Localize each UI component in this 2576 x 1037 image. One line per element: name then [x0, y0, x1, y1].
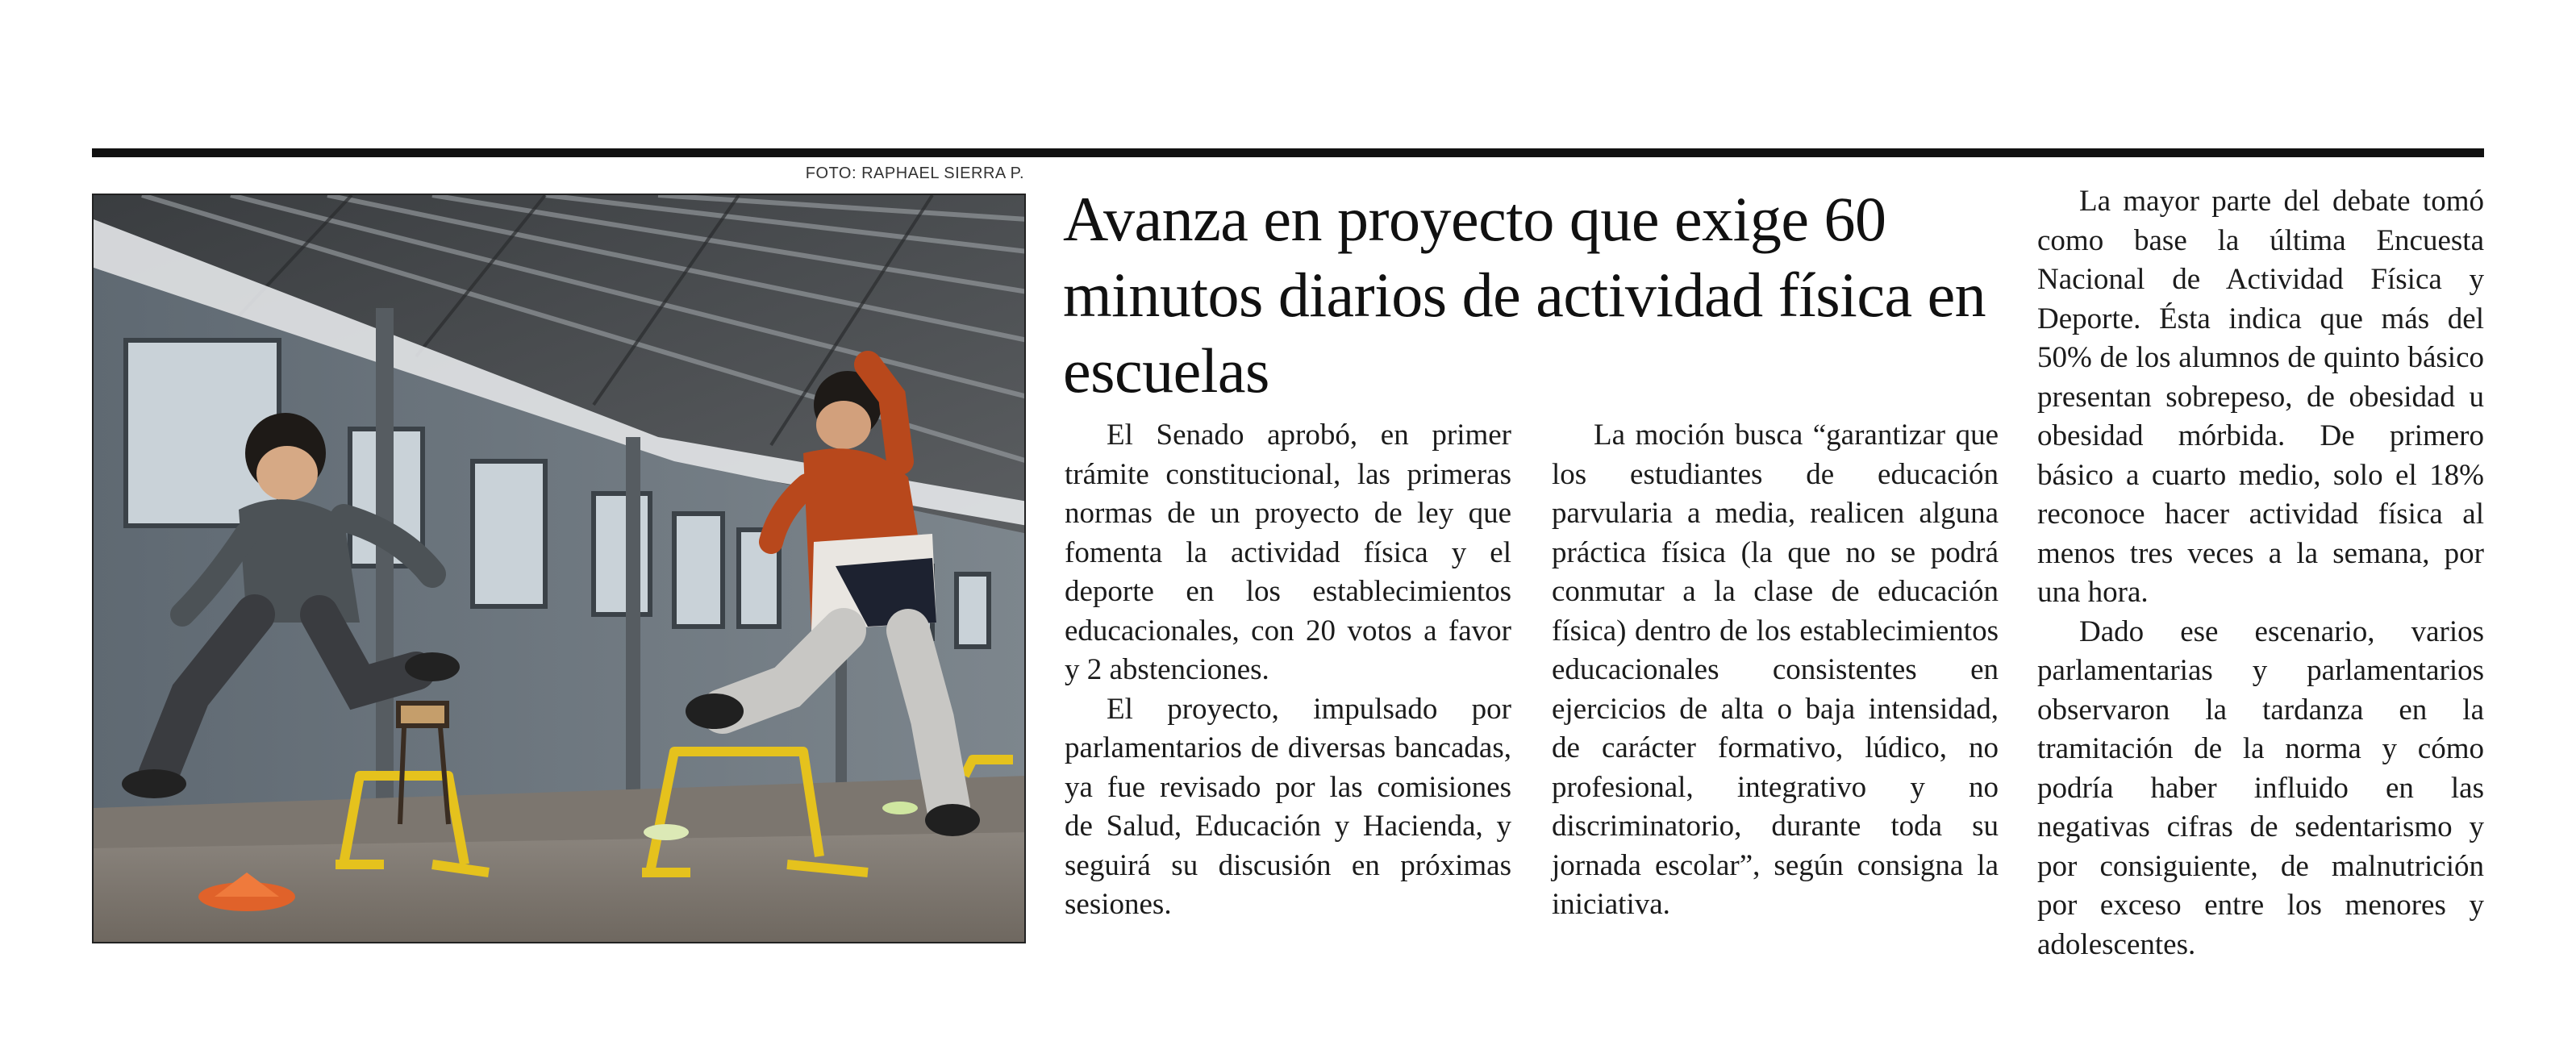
paragraph: La moción busca “garantizar que los estudiantes de educación parvularia a media, realicen alguna práctica física (la que no se podrá conmutar a la clase de educación física) dentro de los establecimientos educacionales consistentes en ejercicios de alta o baja intensidad, de carácter formativo, lúdico, no profesional, integrativo y no discriminatorio, durante toda su jornada escolar”, según consigna la iniciativa.	[1552, 419, 1999, 921]
body-column-2	[1552, 416, 1999, 925]
photo-illustration	[94, 195, 1026, 943]
photo-credit: FOTO: RAPHAEL SIERRA P.	[805, 165, 1024, 182]
top-rule	[92, 148, 2484, 157]
paragraph: Dado ese escenario, varios parlamentarias y parlamentarios observaron la tardanza en la tramitación de la norma y cómo podría haber influido en las negativas cifras de sedentarismo y por consiguiente, de malnutrición por exceso entre los menores y adolescentes.	[2037, 614, 2484, 961]
paragraph: El proyecto, impulsado por parlamentarios de diversas bancadas, ya fue revisado por las comisiones de Salud, Educación y Hacienda, y seguirá su discusión en próximas sesiones.	[1065, 692, 1511, 921]
paragraph: La mayor parte del debate tomó como base la última Encuesta Nacional de Actividad Física y Deporte. Ésta indica que más del 50% de los alumnos de quinto básico presentan sobrepeso, de obesidad u obesidad mórbida. De primero básico a cuarto medio, solo el 18% reconoce hacer actividad física al menos tres veces a la semana, por una hora.	[2037, 185, 2484, 609]
body-column-1	[1065, 416, 1511, 925]
article-headline: Avanza en proyecto que exige 60 minutos diarios de actividad física en escuelas	[1063, 184, 1986, 406]
paragraph: El Senado aprobó, en primer trámite constitucional, las primeras normas de un proyecto de ley que fomenta la actividad física y el deporte en los establecimientos educacionales, con 20 votos a favor y 2 abstenciones.	[1065, 419, 1511, 686]
body-column-3	[2037, 182, 2484, 964]
article-photo	[92, 194, 1026, 943]
